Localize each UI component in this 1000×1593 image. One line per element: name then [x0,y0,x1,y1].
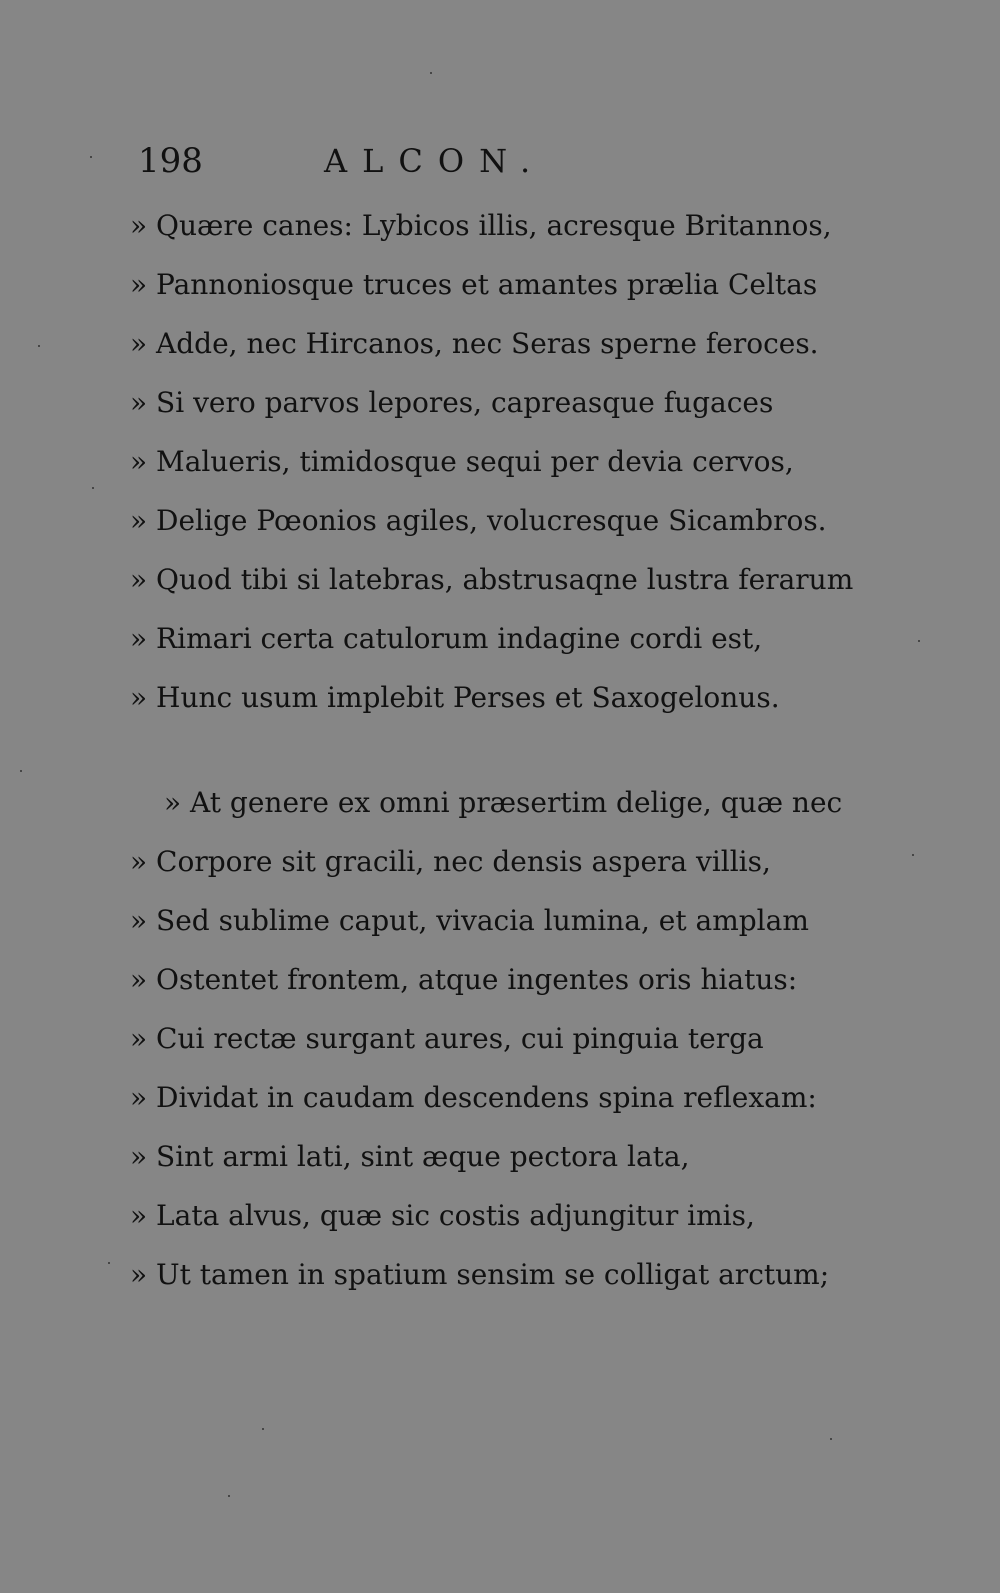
verse-line: » Quære canes: Lybicos illis, acresque Britannos, [130,209,832,242]
verse-line: » Sint armi lati, sint æque pectora lata, [130,1140,690,1173]
verse-line: » Rimari certa catulorum indagine cordi est, [130,622,763,655]
scan-speck [38,345,40,347]
scan-speck [20,770,22,772]
verse-line: » Corpore sit gracili, nec densis aspera villis, [130,845,771,878]
scan-speck [430,72,432,74]
scan-speck [108,1262,110,1264]
page-header [138,136,658,186]
scan-speck [830,1438,832,1440]
verse-line: » Ut tamen in spatium sensim se colligat arctum; [130,1258,830,1291]
verse-line: » Dividat in caudam descendens spina reflexam: [130,1081,817,1114]
verse-line: » Adde, nec Hircanos, nec Seras sperne feroces. [130,327,819,360]
stanza-2 [130,773,890,1304]
scan-speck [90,156,92,158]
scan-speck [92,487,94,489]
running-title: ALCON. [324,142,546,180]
verse-line: » Delige Pœonios agiles, volucresque Sicambros. [130,504,827,537]
verse-line: » At genere ex omni præsertim delige, quæ nec [164,786,843,819]
stanza-1 [130,196,890,727]
verse-line: » Pannoniosque truces et amantes prælia Celtas [130,268,818,301]
verse-line: » Ostentet frontem, atque ingentes oris hiatus: [130,963,798,996]
scan-speck [262,1428,264,1430]
verse-line: » Malueris, timidosque sequi per devia cervos, [130,445,794,478]
verse-line: » Lata alvus, quæ sic costis adjungitur imis, [130,1199,755,1232]
scan-speck [228,1495,230,1497]
verse-line: » Quod tibi si latebras, abstrusaqne lustra ferarum [130,563,854,596]
verse-line: » Sed sublime caput, vivacia lumina, et amplam [130,904,809,937]
verse-line: » Hunc usum implebit Perses et Saxogelonus. [130,681,780,714]
verse-line: » Cui rectæ surgant aures, cui pinguia terga [130,1022,764,1055]
scan-speck [918,640,920,642]
page-number: 198 [138,141,203,181]
verse-line: » Si vero parvos lepores, capreasque fugaces [130,386,774,419]
scan-speck [912,854,914,856]
